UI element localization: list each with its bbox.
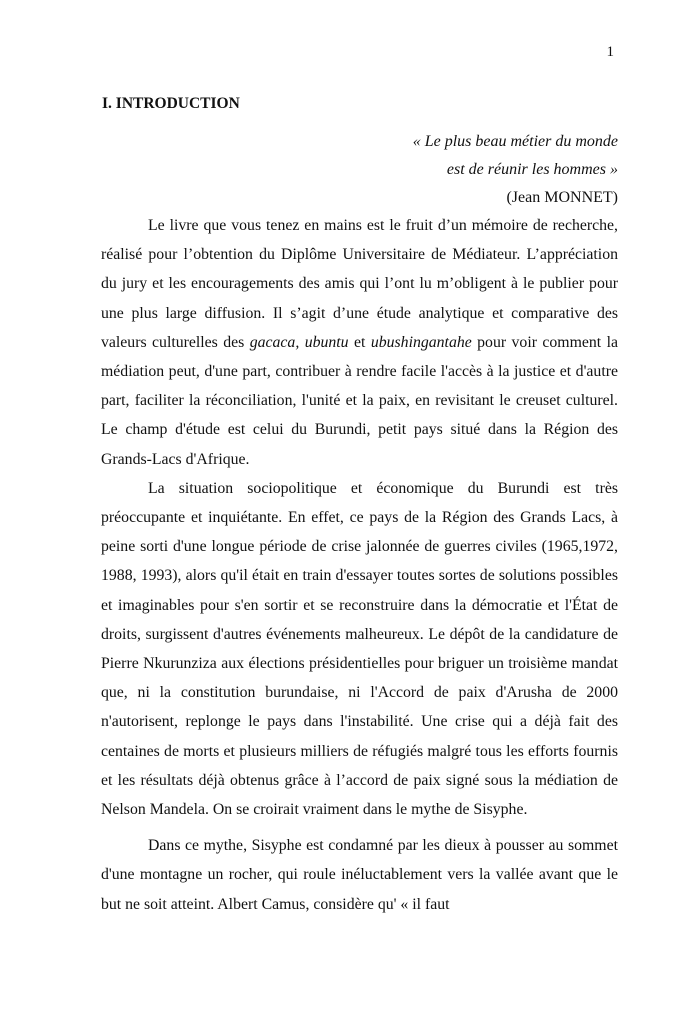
section-heading: I. INTRODUCTION	[102, 95, 240, 112]
epigraph	[413, 128, 618, 212]
paragraph-1-term-ubushingantahe: ubushingantahe	[370, 333, 472, 351]
paragraph-1-part-a: Le livre que vous tenez en mains est le fruit d’un mémoire de recherche, réalisé pour l’obtention du Diplôme Universitaire de Médiateur. L’appréciation du jury et les encouragements des amis qui l’ont lu m’obligent à le publier pour une plus large diffusion. Il s’agit d’une étude analytique et comparative des valeurs culturelles des	[101, 217, 618, 351]
paragraph-1-part-c: pour voir comment la médiation peut, d'une part, contribuer à rendre facile l'accès à la justice et d'autre part, faciliter la réconciliation, l'unité et la paix, en revisitant le creuset culturel. Le champ d'étude est celui du Burundi, petit pays situé dans la Région des Grands-Lacs d'Afrique.	[101, 333, 618, 468]
epigraph-author: (Jean MONNET)	[506, 189, 618, 206]
epigraph-line-1: « Le plus beau métier du monde	[412, 133, 618, 150]
paragraph-2: La situation sociopolitique et économique du Burundi est très préoccupante et inquiétante. En effet, ce pays de la Région des Grands Lacs, à peine sorti d'une longue période de crise jalonnée de guerres civiles (1965,1972, 1988, 1993), alors qu'il était en train d'essayer toutes sortes de solutions possibles et imaginables pour s'en sortir et se reconstruire dans la démocratie et l'État de droits, surgissent d'autres événements malheureux. Le dépôt de la candidature de Pierre Nkurunziza aux élections présidentielles pour briguer un troisième mandat que, ni la constitution burundaise, ni l'Accord de paix d'Arusha de 2000 n'autorisent, replonge le pays dans l'instabilité. Une crise qui a déjà fait des centaines de morts et plusieurs milliers de réfugiés malgré tous les efforts fournis et les résultats déjà obtenus grâce à l’accord de paix signé sous la médiation de Nelson Mandela. On se croirait vraiment dans le mythe de Sisyphe.	[101, 479, 618, 819]
page-number: 1	[606, 44, 614, 60]
paragraph-3: Dans ce mythe, Sisyphe est condamné par les dieux à pousser au sommet d'une montagne un rocher, qui roule inéluctablement vers la vallée avant que le but ne soit atteint. Albert Camus, considère qu' « il faut	[101, 837, 618, 913]
paragraph-1-part-b: et	[348, 333, 371, 351]
paragraph-1	[101, 211, 618, 474]
body-text	[101, 211, 618, 919]
paragraph-1-term-gacaca-ubuntu: gacaca, ubuntu	[249, 333, 349, 351]
epigraph-line-2: est de réunir les hommes »	[446, 161, 618, 178]
